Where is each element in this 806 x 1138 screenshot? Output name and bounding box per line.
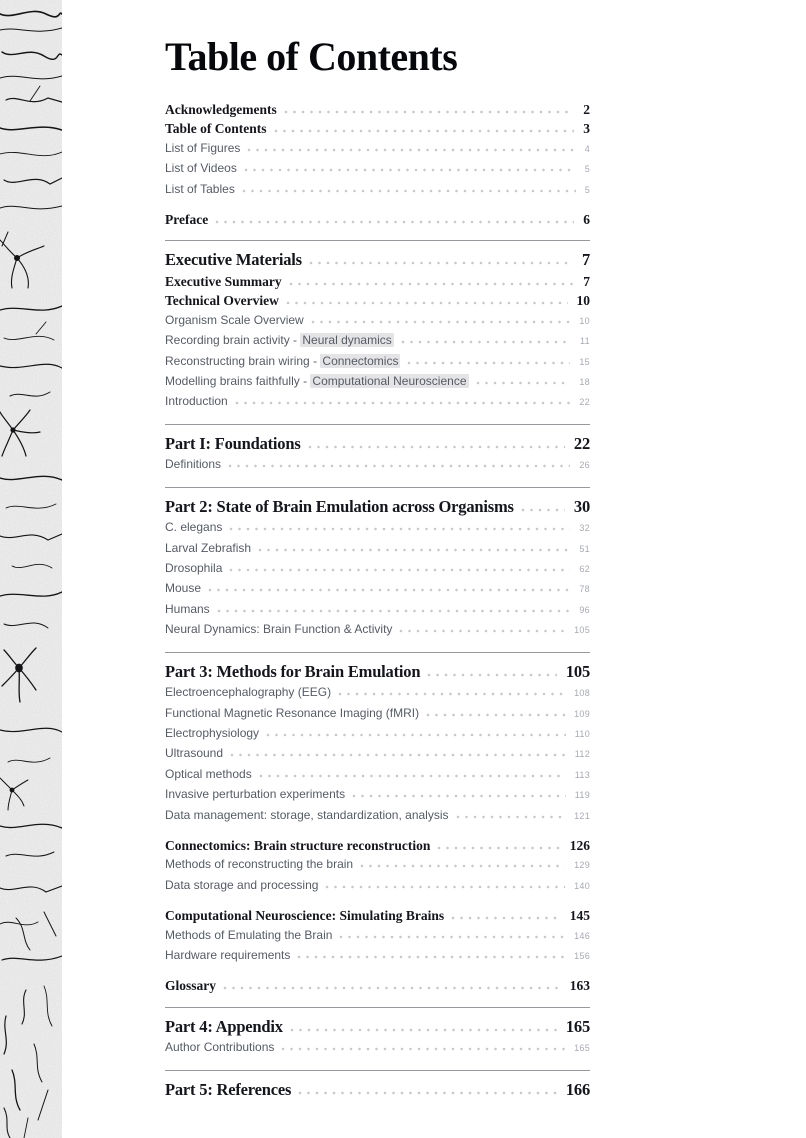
toc-entry-page: 7 xyxy=(583,273,590,289)
toc-entry-label: Methods of reconstructing the brain xyxy=(165,857,354,872)
dot-leader xyxy=(223,986,561,990)
dot-leader xyxy=(215,220,574,224)
section-divider xyxy=(165,487,590,488)
dot-leader xyxy=(217,609,571,613)
toc-entry[interactable] xyxy=(165,352,590,372)
section-divider xyxy=(165,652,590,653)
toc-group xyxy=(165,1007,590,1059)
toc-entry-label: List of Videos xyxy=(165,161,237,176)
dot-leader xyxy=(298,1091,557,1095)
toc-entry-label: Humans xyxy=(165,601,210,616)
dot-leader xyxy=(274,129,575,133)
toc-entry[interactable] xyxy=(165,946,590,966)
toc-entry-label: Glossary xyxy=(165,978,217,994)
toc-entry-label: Ultrasound xyxy=(165,746,224,761)
toc-entry-page: 26 xyxy=(579,460,590,471)
toc-entry-prefix: Reconstructing brain wiring - xyxy=(165,353,321,368)
toc-entry-label: Computational Neuroscience: Simulating Brains xyxy=(165,908,445,924)
dot-leader xyxy=(308,445,565,449)
toc-entry-label: Acknowledgements xyxy=(165,102,277,117)
toc-entry-label: Part 5: References xyxy=(165,1079,292,1099)
dot-leader xyxy=(407,361,570,365)
dot-leader xyxy=(311,320,571,324)
toc-entry-page: 30 xyxy=(573,496,590,516)
toc-entry-page: 121 xyxy=(574,810,590,821)
toc-entry[interactable] xyxy=(165,660,590,684)
toc-entry[interactable] xyxy=(165,455,590,475)
dot-leader xyxy=(244,168,576,172)
dot-leader xyxy=(247,148,575,152)
dot-leader xyxy=(281,1047,565,1051)
dot-leader xyxy=(309,261,573,265)
toc-entry[interactable] xyxy=(165,724,590,744)
toc-entry-label: Invasive perturbation experiments xyxy=(165,787,346,802)
toc-entry-label xyxy=(165,372,469,391)
toc-entry[interactable] xyxy=(165,620,590,640)
toc-entry-page: 51 xyxy=(579,543,590,554)
toc-entry-label: Definitions xyxy=(165,457,222,472)
toc-entry[interactable] xyxy=(165,210,590,229)
toc-content xyxy=(165,0,590,1101)
toc-entry-label: Mouse xyxy=(165,581,202,596)
toc-entry-page: 5 xyxy=(584,184,590,195)
toc-entry-page: 78 xyxy=(579,584,590,595)
toc-entry-page: 145 xyxy=(569,908,590,924)
toc-entry-page: 163 xyxy=(569,978,590,994)
toc-entry-label: Optical methods xyxy=(165,766,252,781)
toc-entry-page: 22 xyxy=(573,433,590,453)
toc-entry-page: 4 xyxy=(584,143,590,154)
toc-entry-label: Part 4: Appendix xyxy=(165,1016,283,1036)
toc-entry[interactable] xyxy=(165,518,590,538)
toc-entry-page: 5 xyxy=(584,164,590,175)
toc-entry-page: 112 xyxy=(574,749,590,760)
toc-entry[interactable] xyxy=(165,119,590,138)
toc-entry[interactable] xyxy=(165,432,590,456)
toc-entry-page: 140 xyxy=(574,880,590,891)
dot-leader xyxy=(284,110,575,114)
toc-group xyxy=(165,100,590,200)
neuron-illustration-strip xyxy=(0,0,62,1138)
dot-leader xyxy=(437,846,560,850)
toc-entry[interactable] xyxy=(165,331,590,351)
toc-entry-label: Table of Contents xyxy=(165,121,267,137)
toc-group xyxy=(165,976,590,995)
toc-entry[interactable] xyxy=(165,683,590,703)
toc-entry-page: 32 xyxy=(579,523,590,534)
toc-entry-page: 10 xyxy=(576,293,590,309)
toc-entry-label: Part 3: Methods for Brain Emulation xyxy=(165,661,421,681)
dot-leader xyxy=(290,1028,557,1032)
toc-entry[interactable] xyxy=(165,272,590,291)
toc-entry-page: 2 xyxy=(583,102,590,117)
toc-entry[interactable] xyxy=(165,704,590,724)
toc-entry-label: Data storage and processing xyxy=(165,877,319,892)
toc-entry-page: 126 xyxy=(569,837,590,853)
toc-entry[interactable] xyxy=(165,1038,590,1058)
dot-leader xyxy=(456,815,566,819)
toc-entry-label: List of Figures xyxy=(165,140,241,155)
toc-group xyxy=(165,487,590,641)
toc-entry[interactable] xyxy=(165,539,590,559)
toc-entry-label: Electrophysiology xyxy=(165,725,260,740)
toc-entry-label: List of Tables xyxy=(165,181,235,196)
dot-leader xyxy=(258,548,570,552)
toc-entry-page: 109 xyxy=(574,708,590,719)
toc-entry-page: 110 xyxy=(574,728,590,739)
toc-entry-label: Executive Summary xyxy=(165,273,282,289)
toc-entry[interactable] xyxy=(165,139,590,159)
toc-group xyxy=(165,210,590,229)
toc-entry-label xyxy=(165,331,394,350)
toc-group xyxy=(165,652,590,826)
toc-entry-page: 165 xyxy=(565,1016,590,1036)
dot-leader xyxy=(229,568,570,572)
toc-entry-label: Electroencephalography (EEG) xyxy=(165,685,332,700)
toc-entry[interactable] xyxy=(165,495,590,519)
toc-entry-page: 11 xyxy=(580,336,590,347)
dot-leader xyxy=(325,885,565,889)
toc-entry-label: Part I: Foundations xyxy=(165,433,301,453)
toc-group xyxy=(165,240,590,412)
dot-leader xyxy=(401,340,571,344)
toc-entry-label: Connectomics: Brain structure reconstruction xyxy=(165,837,431,853)
toc-entry-link[interactable]: Neural dynamics xyxy=(302,333,392,348)
toc-entry-label: Technical Overview xyxy=(165,293,279,309)
toc-entry-page: 108 xyxy=(574,688,590,699)
toc-entry-link[interactable]: Computational Neuroscience xyxy=(312,373,467,388)
toc-entry-label: Hardware requirements xyxy=(165,948,291,962)
toc-entry-label: Data management: storage, standardization, analysis xyxy=(165,807,449,822)
section-divider xyxy=(165,1070,590,1071)
toc-entry-page: 3 xyxy=(583,121,590,137)
dot-leader xyxy=(427,673,557,677)
toc-entry[interactable] xyxy=(165,1015,590,1039)
toc-entry[interactable] xyxy=(165,926,590,946)
toc-entry-page: 18 xyxy=(579,376,590,387)
toc-entry-page: 7 xyxy=(581,250,590,270)
dot-leader xyxy=(339,935,565,939)
dot-leader xyxy=(208,588,570,592)
toc-entry-page: 156 xyxy=(574,951,590,961)
dot-leader xyxy=(230,753,566,757)
toc-group xyxy=(165,424,590,476)
toc-entry-page: 146 xyxy=(574,930,590,941)
toc-entry[interactable] xyxy=(165,976,590,995)
toc-entry-page: 113 xyxy=(574,769,590,780)
toc-entry-label: Introduction xyxy=(165,394,228,409)
section-divider xyxy=(165,1007,590,1008)
dot-leader xyxy=(242,189,576,193)
dot-leader xyxy=(266,733,566,737)
toc-group xyxy=(165,836,590,896)
toc-entry[interactable] xyxy=(165,392,590,412)
toc-entry[interactable] xyxy=(165,559,590,579)
toc-entry-label: Executive Materials xyxy=(165,250,302,270)
toc-entry[interactable] xyxy=(165,159,590,179)
dot-leader xyxy=(521,508,565,512)
toc-entry-page: 129 xyxy=(574,860,590,871)
toc-entry-label: Preface xyxy=(165,212,209,228)
toc-entry-page: 22 xyxy=(579,397,590,408)
toc-entry-label: Methods of Emulating the Brain xyxy=(165,927,333,942)
toc-entry-label: Neural Dynamics: Brain Function & Activity xyxy=(165,622,393,637)
toc-entry[interactable] xyxy=(165,100,590,119)
toc-entry-label xyxy=(165,352,400,371)
toc-entry-link[interactable]: Connectomics xyxy=(322,353,399,368)
toc-entry[interactable] xyxy=(165,579,590,599)
dot-leader xyxy=(229,527,570,531)
dot-leader xyxy=(360,864,565,868)
toc-entry-page: 10 xyxy=(579,315,590,326)
toc-entry[interactable] xyxy=(165,806,590,826)
dot-leader xyxy=(476,381,571,385)
toc-entry[interactable] xyxy=(165,291,590,310)
toc-entry[interactable] xyxy=(165,372,590,392)
toc-entry-page: 105 xyxy=(574,625,590,636)
toc-entry-label: Author Contributions xyxy=(165,1040,275,1055)
section-divider xyxy=(165,424,590,425)
dot-leader xyxy=(235,401,571,405)
dot-leader xyxy=(286,301,568,305)
toc-entry-label: Larval Zebrafish xyxy=(165,540,252,555)
dot-leader xyxy=(352,794,566,798)
toc-entry-page: 165 xyxy=(574,1043,590,1054)
dot-leader xyxy=(289,282,575,286)
toc-entry[interactable] xyxy=(165,765,590,785)
dot-leader xyxy=(426,713,565,717)
toc-entry[interactable] xyxy=(165,311,590,331)
toc-entry[interactable] xyxy=(165,855,590,875)
page-title: Table of Contents xyxy=(165,34,458,79)
toc-entry-page: 96 xyxy=(579,604,590,615)
dot-leader xyxy=(399,629,565,633)
dot-leader xyxy=(338,692,565,696)
toc-entry-prefix: Modelling brains faithfully - xyxy=(165,373,311,388)
dot-leader xyxy=(297,955,565,959)
toc-entry[interactable] xyxy=(165,836,590,855)
toc-entry-page: 119 xyxy=(574,790,590,801)
toc-entry[interactable] xyxy=(165,248,590,272)
toc-entry-label: C. elegans xyxy=(165,520,223,535)
toc-entry[interactable] xyxy=(165,1078,590,1102)
toc-entry-label: Drosophila xyxy=(165,561,223,575)
toc-entry-page: 6 xyxy=(583,212,590,228)
toc-entry-page: 105 xyxy=(565,661,590,681)
toc-entry[interactable] xyxy=(165,180,590,200)
toc-entry-page: 166 xyxy=(565,1079,590,1099)
toc-entry-label: Functional Magnetic Resonance Imaging (fMRI) xyxy=(165,705,420,720)
toc-entry-prefix: Recording brain activity - xyxy=(165,333,301,348)
toc-entry-page: 15 xyxy=(579,356,590,367)
section-divider xyxy=(165,240,590,241)
toc-entry[interactable] xyxy=(165,785,590,805)
dot-leader xyxy=(451,916,561,920)
toc-entry[interactable] xyxy=(165,744,590,764)
toc-group xyxy=(165,906,590,966)
toc-entry-label: Part 2: State of Brain Emulation across Organisms xyxy=(165,496,514,516)
toc-entry-page: 62 xyxy=(579,564,590,574)
dot-leader xyxy=(259,774,566,778)
toc-group xyxy=(165,1070,590,1102)
toc-entry[interactable] xyxy=(165,906,590,925)
toc-entry[interactable] xyxy=(165,876,590,896)
toc-entry-label: Organism Scale Overview xyxy=(165,312,304,327)
toc-entry[interactable] xyxy=(165,600,590,620)
dot-leader xyxy=(228,464,570,468)
